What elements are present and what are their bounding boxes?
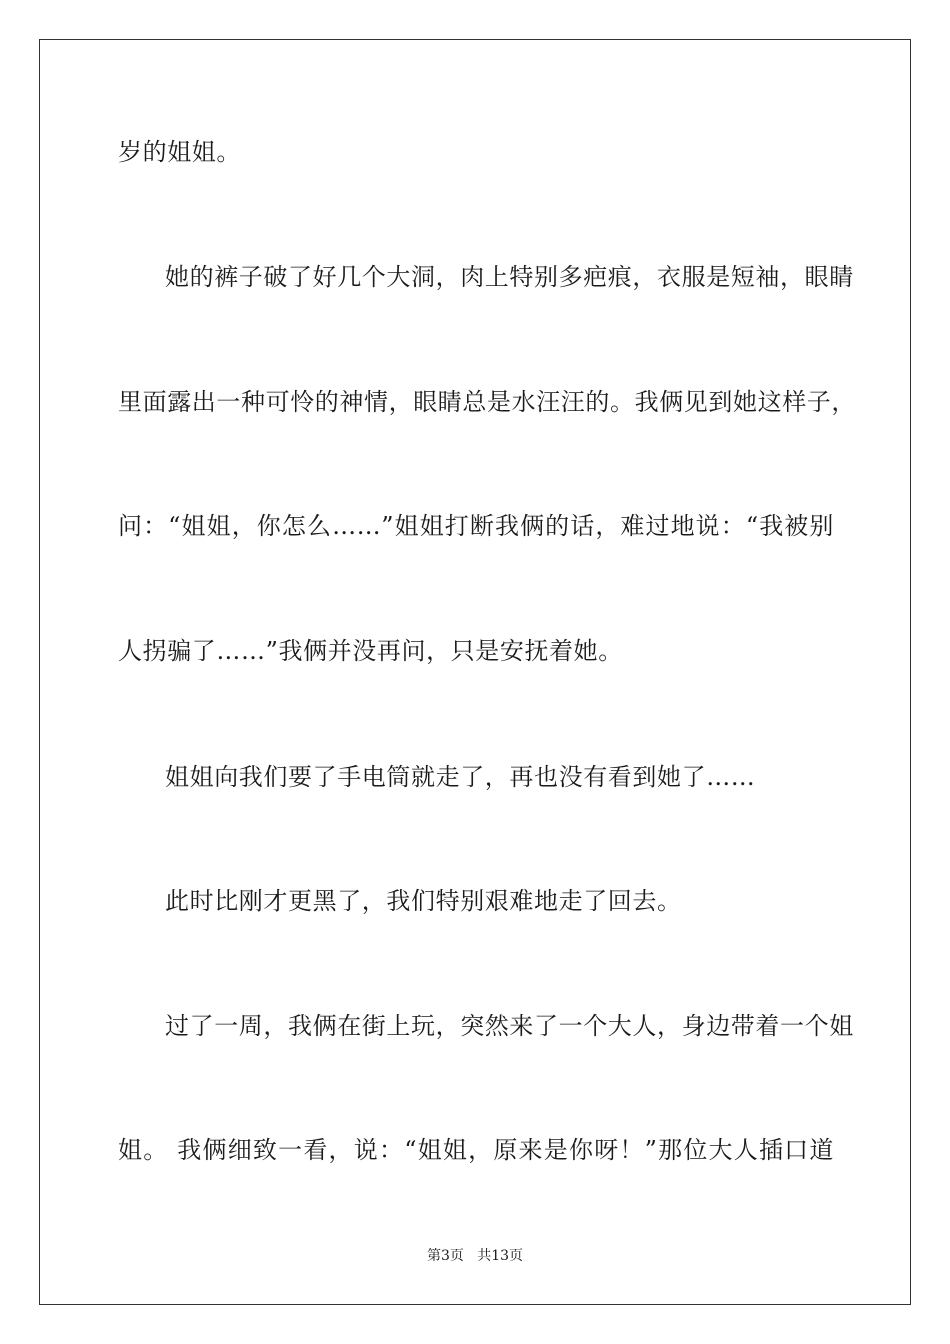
page-number-footer: 第3页 共13页	[426, 1248, 524, 1264]
text-line-4: 问：“姐姐，你怎么……”姐姐打断我俩的话，难过地说：“我被别	[118, 512, 834, 540]
text-line-1: 岁的姐姐。	[118, 138, 241, 166]
text-line-5: 人拐骗了……”我俩并没再问，只是安抚着她。	[118, 637, 623, 665]
text-line-8: 过了一周，我俩在街上玩，突然来了一个大人，身边带着一个姐	[165, 1012, 854, 1040]
page-border	[39, 39, 911, 1305]
text-line-6: 姐姐向我们要了手电筒就走了，再也没有看到她了……	[165, 763, 756, 791]
text-line-2: 她的裤子破了好几个大洞，肉上特别多疤痕，衣服是短袖，眼睛	[165, 263, 854, 291]
text-line-7: 此时比刚才更黑了，我们特别艰难地走了回去。	[165, 887, 682, 915]
text-line-9: 姐。 我俩细致一看，说：“姐姐，原来是你呀！”那位大人插口道	[118, 1136, 834, 1164]
text-line-3: 里面露出一种可怜的神情，眼睛总是水汪汪的。我俩见到她这样子，	[118, 388, 856, 416]
